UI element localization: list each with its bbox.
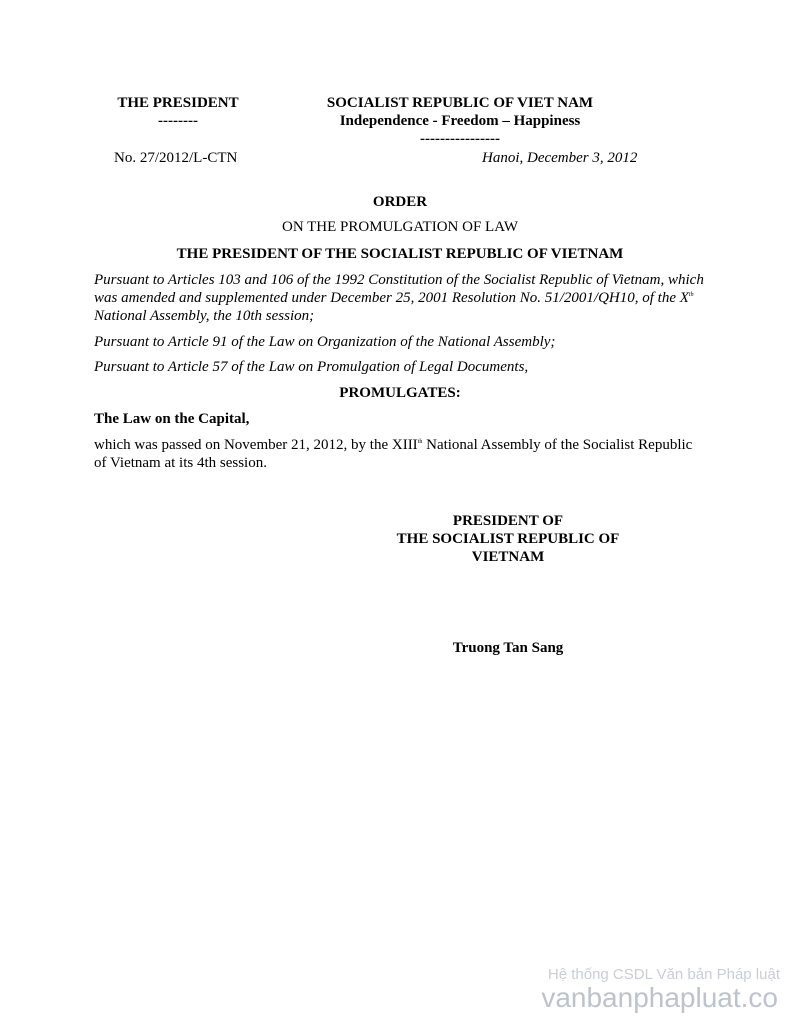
issuing-authority: THE PRESIDENT OF THE SOCIALIST REPUBLIC OF VIETNAM	[176, 246, 624, 262]
signature-title-line2: THE SOCIALIST REPUBLIC OF	[396, 531, 620, 547]
motto-dashes: ----------------	[420, 131, 500, 147]
passage-tail: National Assembly of the Socialist Republic of Vietnam at its 4th session.	[94, 437, 693, 471]
issuer-header: THE PRESIDENT	[117, 95, 239, 111]
document-type: ORDER	[372, 194, 428, 210]
national-title: SOCIALIST REPUBLIC OF VIET NAM	[326, 95, 594, 111]
ordinal-suffix: th	[688, 292, 694, 298]
place-date: Hanoi, December 3, 2012	[482, 150, 638, 166]
passage-statement	[94, 436, 694, 472]
pursuant-constitution-tail: National Assembly, the 10th session;	[94, 308, 315, 324]
promulgates-heading: PROMULGATES:	[339, 385, 461, 401]
signature-title-line3: VIETNAM	[471, 549, 545, 565]
issuer-header-dashes: --------	[158, 113, 198, 129]
ordinal-suffix: th	[417, 439, 423, 445]
watermark-system-name: Hệ thống CSDL Văn bản Pháp luật	[547, 966, 780, 983]
document-subject: ON THE PROMULGATION OF LAW	[281, 219, 518, 235]
law-name: The Law on the Capital,	[94, 411, 250, 427]
pursuant-promulgation-law: Pursuant to Article 57 of the Law on Promulgation of Legal Documents,	[94, 359, 529, 375]
pursuant-constitution-text: Pursuant to Articles 103 and 106 of the 1992 Constitution of the Socialist Republic of Vietnam, which was amended and supplemented under December 25, 2001 Resolution No. 51/2001/QH10, of the X	[94, 272, 704, 306]
signer-name: Truong Tan Sang	[452, 640, 564, 656]
watermark-site: vanbanphapluat.co	[541, 982, 778, 1013]
signature-title-line1: PRESIDENT OF	[452, 513, 564, 529]
national-motto: Independence - Freedom – Happiness	[339, 113, 581, 129]
document-number: No. 27/2012/L-CTN	[114, 150, 238, 166]
passage-text: which was passed on November 21, 2012, by the XIII	[94, 437, 418, 453]
pursuant-constitution	[94, 271, 714, 325]
pursuant-organization-law: Pursuant to Article 91 of the Law on Organization of the National Assembly;	[94, 334, 556, 350]
